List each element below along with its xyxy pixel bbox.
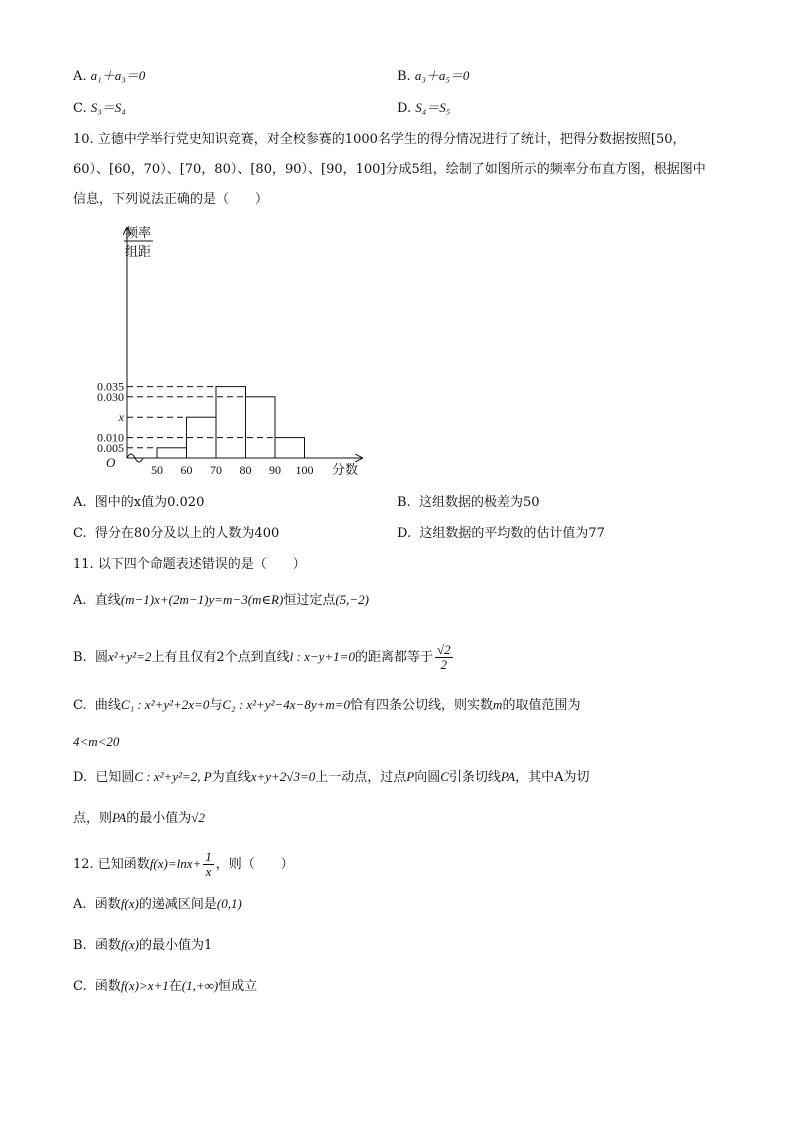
q11-stem: 11. 以下四个命题表述错误的是（ ） xyxy=(73,557,306,572)
q11-option-c: C. 曲线C₁ : x²+y²+2x=0与C₂ : x²+y²−4x−8y+m=0恰有四条公切线，则实数m的取值范围为 xyxy=(73,697,581,713)
q11-option-d-line2: 点，则PA的最小值为√2 xyxy=(73,810,205,826)
chart-labels xyxy=(106,225,358,477)
x-axis-label: 分数 xyxy=(332,462,359,477)
y-axis-label-top: 频率 xyxy=(125,225,152,240)
q9-option-b: B. a₃＋a₅＝0 xyxy=(397,68,470,84)
origin-label: O xyxy=(106,455,116,470)
reference-dashes xyxy=(97,380,314,477)
y-axis-label-bottom: 组距 xyxy=(125,244,152,259)
x-tick-label: 90 xyxy=(269,463,281,477)
x-tick-label: 100 xyxy=(295,463,314,477)
frequency-histogram xyxy=(97,222,370,487)
q9-option-a: A. a₁＋a₃＝0 xyxy=(73,68,146,84)
histogram-bar xyxy=(157,448,187,458)
x-tick-label: 70 xyxy=(210,463,222,477)
q11-option-d: D. 已知圆C : x²+y²=2, P为直线x+y+2√3=0上一动点，过点P向圆C引条切线PA，其中A为切 xyxy=(73,769,590,785)
one-over-x-fraction: $\frac{1}{x}$ xyxy=(205,849,212,879)
q10-option-d: D. 这组数据的平均数的估计值为77 xyxy=(397,526,605,541)
histogram-bar xyxy=(275,438,305,458)
q10-stem-line3: 信息，下列说法正确的是（ ） xyxy=(73,192,269,207)
q10-option-b: B. 这组数据的极差为50 xyxy=(397,495,540,510)
histogram-bar xyxy=(216,387,246,458)
chart-axes xyxy=(127,228,362,462)
q10-stem-line2: 60）、[60，70）、[70，80）、[80，90）、[90，100]分成5组，绘制了如图所示的频率分布直方图，根据图中 xyxy=(73,162,706,177)
q12-option-c: C. 函数f(x)>x+1在(1,+∞)恒成立 xyxy=(73,978,258,994)
y-tick-label: 0.035 xyxy=(97,379,124,394)
x-tick-label: 50 xyxy=(151,463,163,477)
q10-stem-line1: 10. 立德中学举行党史知识竞赛，对全校参赛的1000名学生的得分情况进行了统计，把得分数据按照[50， xyxy=(73,132,686,147)
histogram-bars xyxy=(157,387,305,458)
sqrt2-over-2-fraction: $\frac{√2}{2}$ xyxy=(436,642,451,672)
histogram-bar xyxy=(246,397,276,458)
q9-option-c: C. S₃＝S₄ xyxy=(73,100,126,116)
y-tick-label: 0.030 xyxy=(97,389,124,404)
q12-stem: 12. 已知函数f(x)=lnx+ $\frac{1}{x}$ ，则（ ） xyxy=(73,849,294,879)
y-tick-label: x xyxy=(118,410,124,425)
q11-option-c-line2: 4<m<20 xyxy=(73,734,120,749)
q10-option-a: A. 图中的x值为0.020 xyxy=(73,495,205,510)
q12-option-a: A. 函数f(x)的递减区间是(0,1) xyxy=(73,896,242,912)
q9-option-d: D. S₄＝S₅ xyxy=(397,100,451,116)
q10-option-c: C. 得分在80分及以上的人数为400 xyxy=(73,526,280,541)
q12-option-b: B. 函数f(x)的最小值为1 xyxy=(73,937,213,953)
y-tick-label: 0.010 xyxy=(97,430,124,445)
y-tick-label: 0.005 xyxy=(97,440,124,455)
q11-option-b: B. 圆x²+y²=2上有且仅有2个点到直线l : x−y+1=0的距离都等于 $\frac{√2}{2}$ xyxy=(73,642,451,672)
x-tick-label: 80 xyxy=(239,463,252,477)
x-tick-label: 60 xyxy=(180,463,193,477)
q11-option-a: A. 直线(m−1)x+(2m−1)y=m−3(m∈R)恒过定点(5,−2) xyxy=(73,592,370,608)
